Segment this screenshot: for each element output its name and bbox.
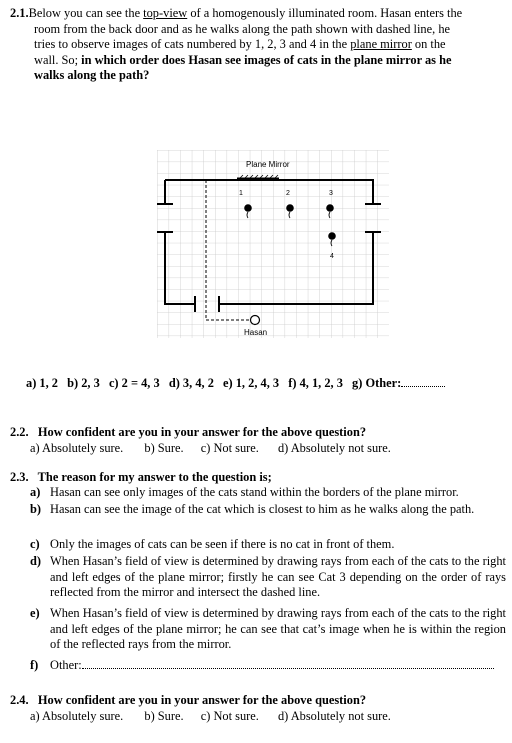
cat-1-label: 1 [239,190,243,197]
q23-item-c-text: Only the images of cats can be seen if there is no cat in front of them. [50,537,395,551]
q23-item-c-label: c) [30,537,40,551]
q21-line-5 [10,68,490,84]
q21-options [26,376,451,391]
q23-item-a[interactable] [30,485,506,501]
room-top-view-figure [157,150,389,338]
q23-other-blank[interactable] [82,659,494,669]
q23-item-f-text: Other: [50,658,82,672]
hasan-label: Hasan [244,328,268,337]
q21-option-e[interactable]: e) 1, 2, 4, 3 [223,376,280,390]
q22-question: How confident are you in your answer for the above question? [37,425,367,439]
q24-option-b[interactable]: b) Sure. [144,708,184,723]
q23-number: 2.3. [10,470,29,484]
q21-underlined-term: plane mirror [350,37,412,51]
q21-number: 2.1. [10,6,29,20]
q23-item-d-text: When Hasan’s field of view is determined by drawing rays from each of the cats to the right and left edges of the plane mirror; firstly he can see Cat 3 depending on the order of rays reflected from the mirror and intersect the dashed line. [50,554,506,600]
q22-option-d[interactable]: d) Absolutely not sure. [277,440,391,455]
q23-item-e[interactable] [30,606,506,653]
q23-item-a-text: Hasan can see only images of the cats stand within the borders of the plane mirror. [50,485,459,499]
q23-item-e-label: e) [30,606,40,620]
q21-line-4 [10,53,490,69]
q23-item-f-label: f) [30,658,39,672]
q23-item-f[interactable] [30,658,506,674]
q21-line-1 [10,6,490,22]
cat-4-label: 4 [330,253,334,260]
q24-heading [10,693,397,709]
q24-question: How confident are you in your answer for the above question? [37,693,367,707]
q21-option-d[interactable]: d) 3, 4, 2 [168,376,214,390]
q24-option-d[interactable]: d) Absolutely not sure. [277,708,391,723]
q21-option-f[interactable]: f) 4, 1, 2, 3 [288,376,343,390]
q21-underlined-term: top-view [143,6,188,20]
room-diagram [157,150,389,338]
q24-options [10,709,397,725]
q21-bold-text: in which order does Hasan see images of cats in the plane mirror as he [81,52,452,67]
q23-item-b-label: b) [30,502,42,516]
q23-heading [10,470,272,486]
q23-item-c[interactable] [30,537,506,553]
q24-number: 2.4. [10,693,29,707]
q21-text-segment: tries to observe images of cats numbered by 1, 2, 3 and 4 in the [34,37,351,51]
q24-option-c[interactable]: c) Not sure. [200,708,259,723]
q21-text-segment: room from the back door and as he walks along the path shown with dashed line, he [34,21,451,36]
mirror-label: Plane Mirror [246,160,290,169]
q23-item-d-label: d) [30,554,42,568]
cat-2-label: 2 [286,190,290,197]
q23-item-d[interactable] [30,554,506,601]
q21-text-segment: on the [411,37,446,51]
q23-question: The reason for my answer to the question is; [37,470,272,484]
q21-text-segment: of a homogenously illuminated room. Hasan enters the [187,6,463,20]
question-2-4 [10,693,397,724]
q21-option-c[interactable]: c) 2 = 4, 3 [108,376,160,390]
q24-option-a[interactable]: a) Absolutely sure. [30,708,124,723]
q23-item-e-text: When Hasan’s field of view is determined by drawing rays from each of the cats to the right and left edges of the plane mirror; he can see that cat’s image when he is within the region of the reflected rays from the mirror. [50,606,506,652]
q21-line-3 [10,37,490,53]
q21-option-g[interactable]: g) Other: [352,376,402,390]
q21-line-1-text [29,6,463,20]
q21-text-segment: wall. So; [34,52,82,67]
q22-option-a[interactable]: a) Absolutely sure. [30,440,124,455]
q22-option-b[interactable]: b) Sure. [144,440,184,455]
q22-option-c[interactable]: c) Not sure. [200,440,259,455]
q23-item-f-text-wrap [50,658,506,674]
q23-item-a-label: a) [30,485,41,499]
q23-item-b[interactable] [30,502,506,518]
q21-option-b[interactable]: b) 2, 3 [67,376,100,390]
q21-option-a[interactable]: a) 1, 2 [26,376,59,390]
q21-other-blank[interactable] [401,377,445,387]
question-2-1 [10,6,490,84]
q21-text-segment: Below you can see the [28,6,144,20]
q22-heading [10,425,397,441]
q21-bold-text: walks along the path? [34,68,150,82]
q22-options [10,441,397,457]
q21-line-2 [10,22,490,38]
q23-item-b-text: Hasan can see the image of the cat which is closest to him as he walks along the path. [50,502,475,516]
hasan-marker [251,316,260,325]
cat-3-label: 3 [329,190,333,197]
q22-number: 2.2. [10,425,29,439]
question-2-2 [10,425,397,456]
